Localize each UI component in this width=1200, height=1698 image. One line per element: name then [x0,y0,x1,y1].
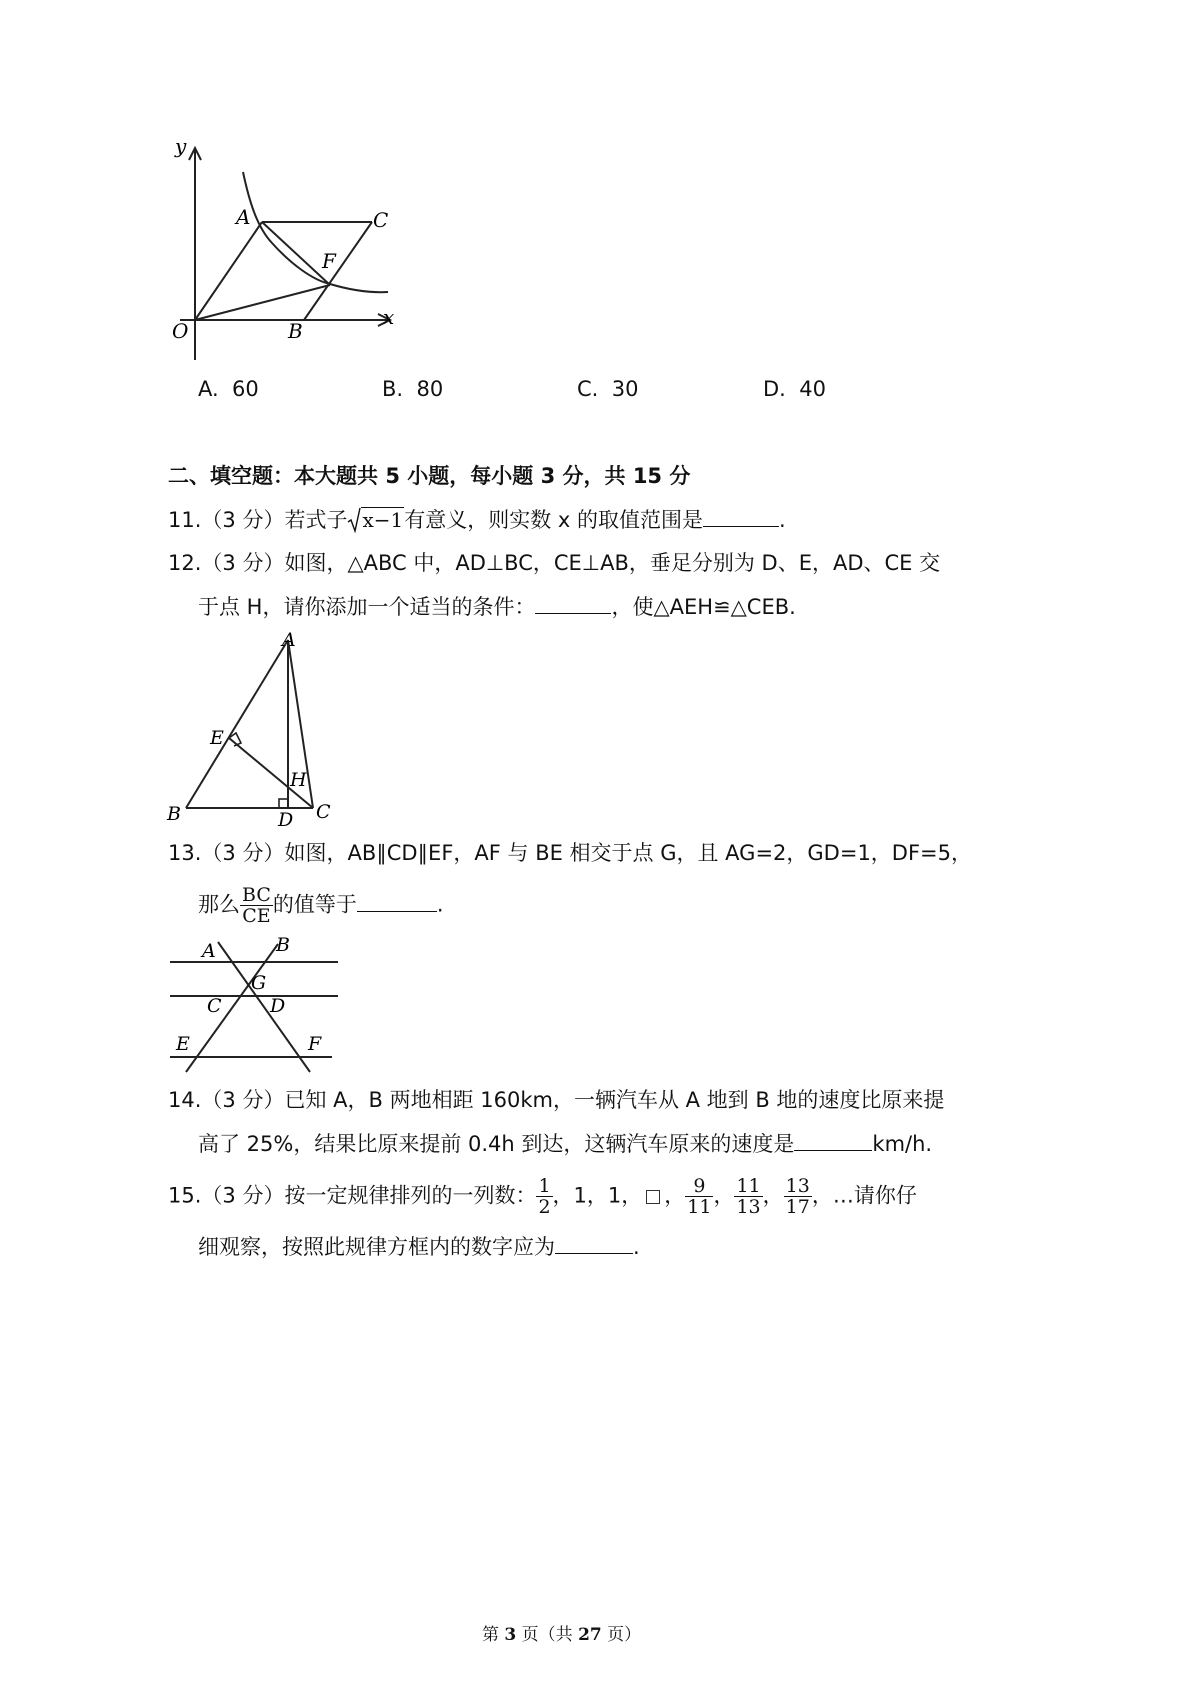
question-11: 11.（3 分）若式子 x−1有意义，则实数 x 的取值范围是 . [168,505,786,535]
answer-blank-13[interactable] [357,891,437,912]
point-label-C: C [373,208,389,232]
answer-blank-15[interactable] [555,1233,633,1254]
fraction-bc-ce: $\frac{BC}{CE}$ [242,884,271,927]
point-label-C: C [207,995,222,1017]
answer-blank-11[interactable] [703,506,779,527]
point-label-F: F [322,249,336,273]
option-a: A. 60 [198,377,259,401]
question-15-line1: 15.（3 分）按一定规律排列的一列数： $\frac{1}{2}$ ，1，1， ， $\frac{9}{11}$ ， $\frac{11}{13}$ ， $\frac{13}{17}$ ，…请你仔 [168,1175,917,1218]
question-12-line1: 12.（3 分）如图，△ABC 中，AD⊥BC，CE⊥AB，垂足分别为 D、E，AD、CE 交 [168,551,941,575]
point-label-D: D [278,809,294,831]
fraction-9-11: $\frac{9}{11}$ [687,1175,712,1218]
point-label-B: B [276,934,290,956]
figure-triangle-abc [160,628,340,833]
question-14-line1: 14.（3 分）已知 A，B 两地相距 160km，一辆汽车从 A 地到 B 地的速度比原来提 [168,1088,945,1112]
fraction-1-2: $\frac{1}{2}$ [538,1175,551,1218]
point-label-A: A [282,629,296,651]
page-footer: 第 3 页（共 27 页） [482,1625,642,1645]
option-c: C. 30 [577,377,639,401]
axis-label-x: x [383,305,395,329]
point-label-H: H [290,769,307,791]
point-label-D: D [270,995,286,1017]
fraction-11-13: $\frac{11}{13}$ [736,1175,761,1218]
figure-parallel-lines [160,930,350,1080]
question-15-line2: 细观察，按照此规律方框内的数字应为 . [198,1235,640,1259]
point-label-G: G [251,972,267,994]
section-heading: 二、填空题：本大题共 5 小题，每小题 3 分，共 15 分 [168,464,691,488]
figure-coordinate-parallelogram [160,140,410,370]
point-label-C: C [316,801,331,823]
fraction-13-17: $\frac{13}{17}$ [785,1175,810,1218]
question-14-line2: 高了 25%，结果比原来提前 0.4h 到达，这辆汽车原来的速度是 km/h. [198,1132,933,1156]
axis-label-y: y [175,140,187,158]
question-13-line2: 那么 $\frac{BC}{CE}$ 的值等于 . [198,884,444,927]
option-d: D. 40 [763,377,826,401]
option-b: B. 80 [382,377,444,401]
point-label-B: B [288,319,303,343]
point-label-O: O [172,319,189,343]
answer-blank-14[interactable] [794,1130,872,1151]
point-label-A: A [236,205,251,229]
answer-blank-12[interactable] [535,593,611,614]
question-12-line2: 于点 H，请你添加一个适当的条件： ，使△AEH≌△CEB. [198,595,796,619]
point-label-F: F [308,1033,322,1055]
sqrt-expression: x−1 [347,505,404,535]
question-13-line1: 13.（3 分）如图，AB∥CD∥EF，AF 与 BE 相交于点 G，且 AG=2，GD=1，DF=5， [168,841,973,865]
point-label-B: B [167,803,181,825]
blank-square-icon [646,1190,660,1204]
point-label-A: A [202,940,216,962]
point-label-E: E [176,1033,190,1055]
point-label-E: E [210,727,224,749]
